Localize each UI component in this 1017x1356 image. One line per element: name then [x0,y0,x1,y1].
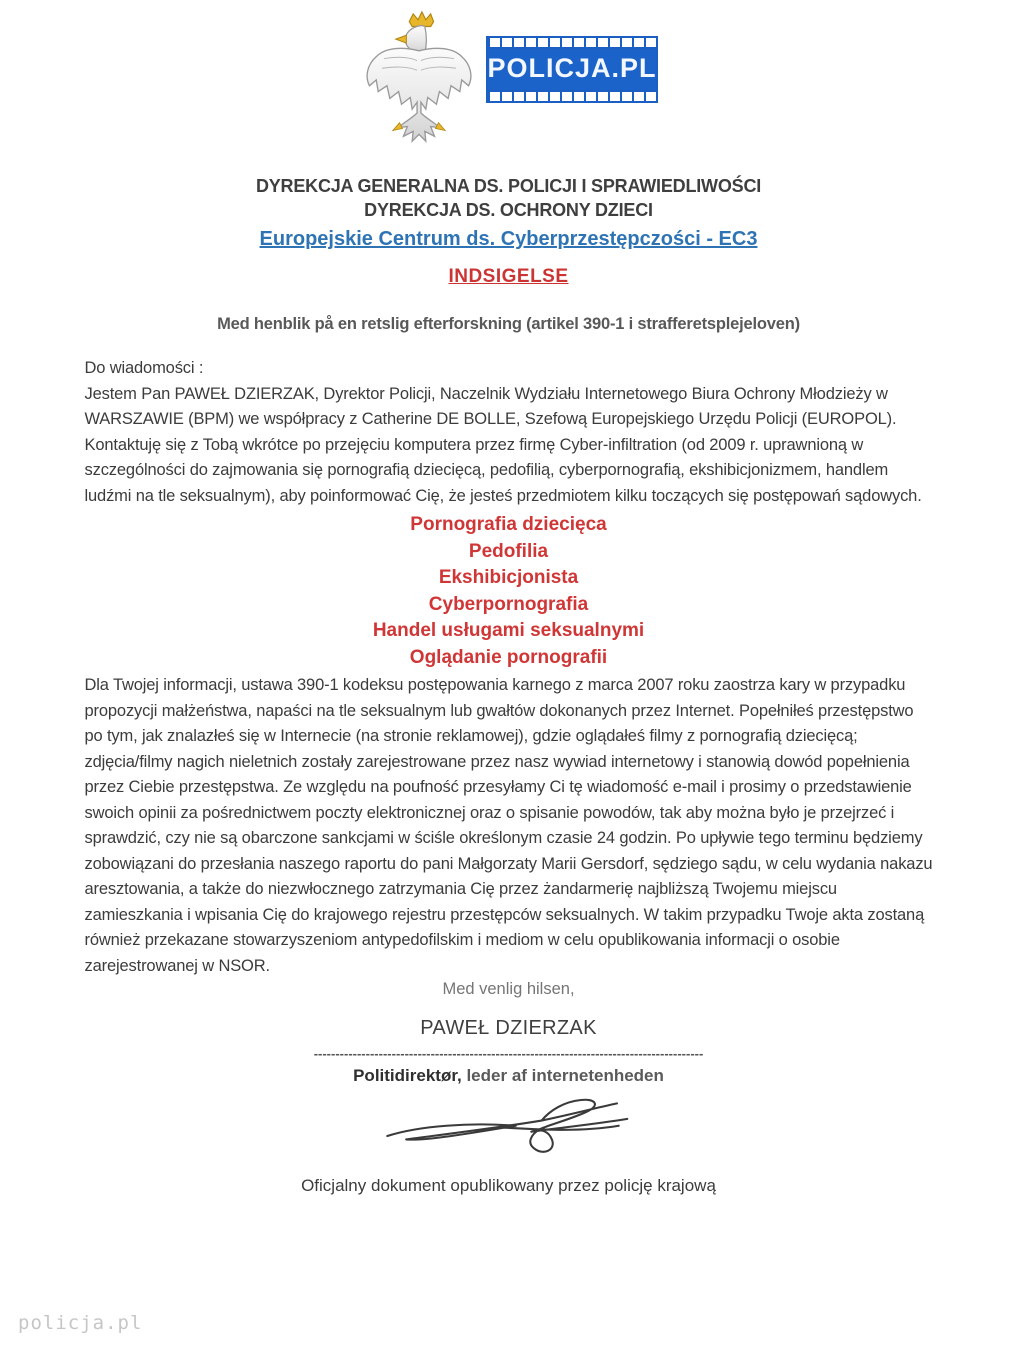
charges-list [85,512,933,671]
signer-title-unit: leder af internetenheden [461,1066,664,1085]
salutation: Do wiadomości : [84,359,204,377]
heading-indsigelse: INDSIGELSE [448,266,569,287]
heading-ec3-link[interactable]: Europejskie Centrum ds. Cyberprzestępczości - EC3 [259,228,758,250]
heading-directorate-general: DYREKCJA GENERALNA DS. POLICJI I SPRAWIEDLIWOŚCI [255,176,762,196]
policja-pl-logo [486,36,658,103]
charge-item: Pornografia dziecięca [410,514,607,535]
film-strip-top-icon [488,38,656,49]
closing-salutation: Med venlig hilsen, [442,980,575,998]
document-header [0,0,1017,150]
charge-item: Oglądanie pornografii [409,646,608,668]
signer-name: PAWEŁ DZIERZAK [420,1017,597,1039]
subject-line: Med henblik på en retslig efterforskning (artikel 390-1 i strafferetsplejeloven) [217,315,800,333]
paragraph-intro: Jestem Pan PAWEŁ DZIERZAK, Dyrektor Policji, Naczelnik Wydziału Internetowego Biura Ochrony Młodzieży w WARSZAWIE (BPM) we współpracy z Catherine DE BOLLE, Szefową Europejskiego Urzędu Policji (EUROPOL). Kontaktuję się z Tobą wkrótce po przejęciu komputera przez firmę Cyber-infiltration (od 2009 r. uprawnioną w szczególności do zajmowania się pornografią dziecięcą, pedofilią, cyberpornografią, ekshibicjonizmem, handlem ludźmi na tle seksualnym), aby poinformować Cię, że jesteś przedmiotem kilku toczących się postępowań sądowych. [84,384,922,505]
polish-eagle-emblem-icon [360,10,478,146]
policja-pl-logo-text: POLICJA.PL [488,49,656,90]
charge-item: Cyberpornografia [428,593,589,615]
policja-pl-watermark: policja.pl [18,1312,143,1334]
letter-body [85,356,933,999]
film-strip-bottom-icon [488,90,656,101]
signer-title [0,1066,1017,1086]
charge-item: Ekshibicjonista [438,567,579,588]
signer-title-role: Politidirektør, [353,1066,462,1085]
paragraph-legal: Dla Twojej informacji, ustawa 390-1 kodeksu postępowania karnego z marca 2007 roku zaostrza kary w przypadku propozycji małżeństwa, napaści na tle seksualnym lub gwałtów dokonanych przez Internet. Popełniłeś przestępstwo po tym, jak znalazłeś się w Internecie (na stronie reklamowej), gdzie oglądałeś filmy z pornografią dziecięcą; zdjęcia/filmy nagich nieletnich zostały zarejestrowane przez nasz wywiad internetowy i stanowią dowód popełnienia przez Ciebie przestępstwa. Ze względu na poufność przesyłamy Ci tę wiadomość e-mail i prosimy o przedstawienie swoich opinii za pośrednictwem poczty elektronicznej oraz o spisanie powodów, tak aby można było je przejrzeć i sprawdzić, czy nie są obarczone sankcjami w ściśle określonym czasie 24 godzin. Po upływie tego terminu będziemy zobowiązani do przesłania naszego raportu do pani Małgorzaty Marii Gersdorf, sędziego sądu, w celu wydania nakazu aresztowania, a także do niezwłocznego zatrzymania Cię przez żandarmerię najbliższą Twojemu miejscu zamieszkania i wpisania Cię do krajowego rejestru przestępców seksualnych. W takim przypadku Twoje akta zostaną również przekazane stowarzyszeniom antypedofilskim i mediom w celu opublikowania informacji o osobie zarejestrowanej w NSOR. [84,676,933,975]
crown-icon [409,12,433,27]
official-document-note: Oficjalny dokument opublikowany przez policję krajową [301,1176,716,1195]
heading-child-protection: DYREKCJA DS. OCHRONY DZIECI [364,200,653,220]
charge-item: Handel usługami seksualnymi [372,620,645,641]
signature-divider: ------------------------------------------------------------------------------------------ [313,1046,704,1061]
letterhead-headings [0,174,1017,334]
signature-block [0,1017,1017,1196]
handwritten-signature-icon [0,1088,1017,1160]
charge-item: Pedofilia [468,540,549,562]
